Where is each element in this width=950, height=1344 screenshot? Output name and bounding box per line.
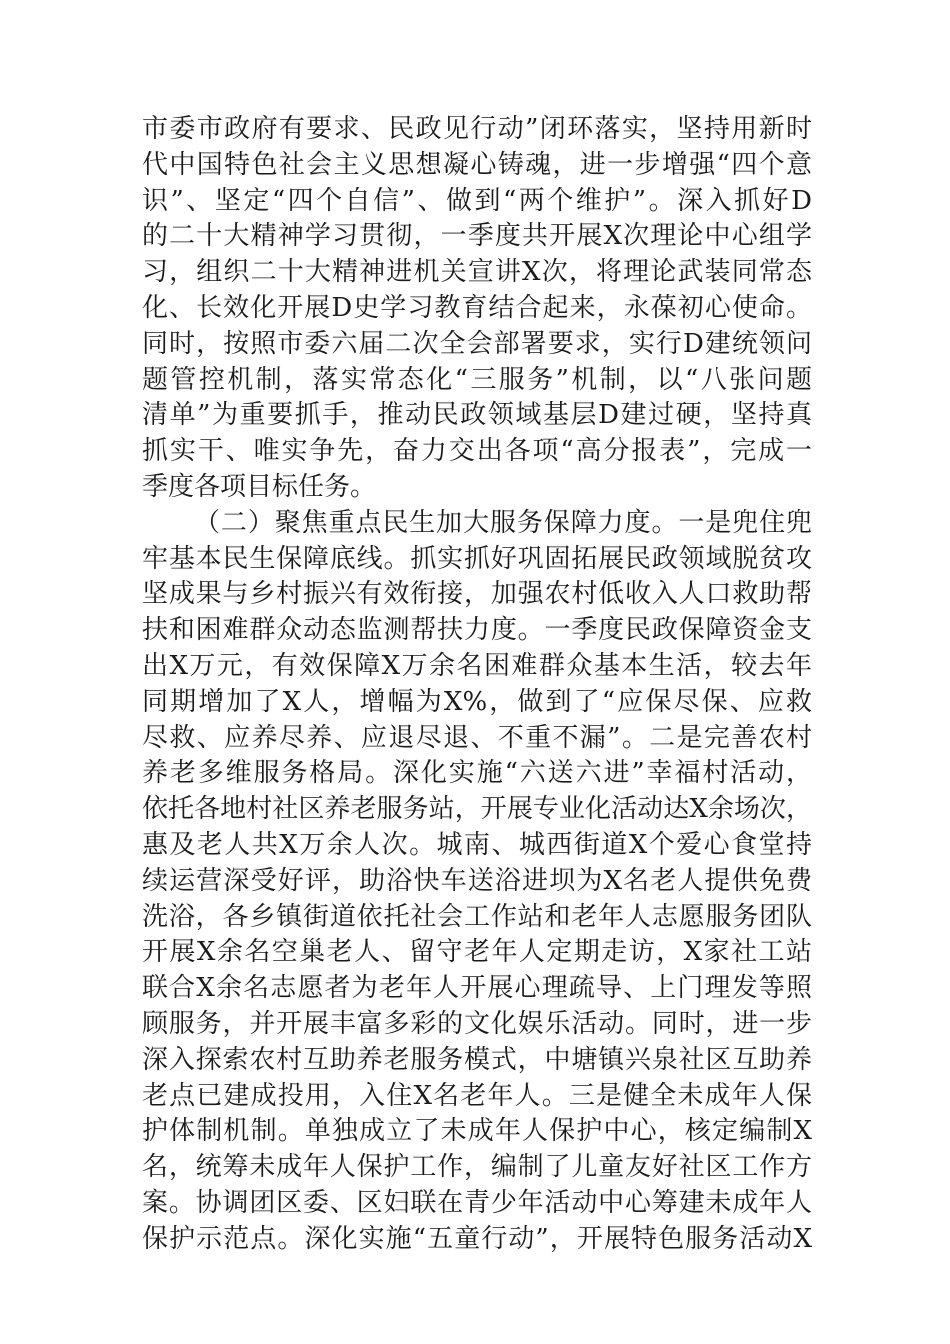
text-line: 题管控机制，落实常态化“三服务”机制，以“八张问题 — [142, 364, 812, 395]
text-line: 联合X余名志愿者为老年人开展心理疏导、上门理发等照 — [142, 973, 812, 1004]
text-line: 顾服务，并开展丰富多彩的文化娱乐活动。同时，进一步 — [142, 1008, 812, 1039]
text-line: 的二十大精神学习贯彻，一季度共开展X次理论中心组学 — [142, 221, 812, 252]
text-line: 扶和困难群众动态监测帮扶力度。一季度民政保障资金支 — [142, 615, 812, 646]
text-line: 同时，按照市委六届二次全会部署要求，实行D建统领问 — [142, 328, 812, 359]
text-line: 案。协调团区委、区妇联在青少年活动中心筹建未成年人 — [142, 1187, 812, 1218]
text-line: 同期增加了X人，增幅为X%，做到了“应保尽保、应救 — [142, 686, 812, 717]
text-line: 坚成果与乡村振兴有效衔接，加强农村低收入人口救助帮 — [142, 579, 812, 610]
text-line: 惠及老人共X万余人次。城南、城西街道X个爱心食堂持 — [142, 829, 812, 860]
text-line: 养老多维服务格局。深化实施“六送六进”幸福村活动， — [142, 758, 812, 789]
text-line: 尽救、应养尽养、应退尽退、不重不漏”。二是完善农村 — [142, 722, 812, 753]
text-line: 洗浴，各乡镇街道依托社会工作站和老年人志愿服务团队 — [142, 901, 812, 932]
text-line: 识”、坚定“四个自信”、做到“两个维护”。深入抓好D — [142, 185, 812, 216]
text-line: 依托各地村社区养老服务站，开展专业化活动达X余场次， — [142, 794, 812, 825]
text-line: 牢基本民生保障底线。抓实抓好巩固拓展民政领域脱贫攻 — [142, 543, 812, 574]
section-heading-line: （二）聚焦重点民生加大服务保障力度。一是兜住兜 — [194, 507, 812, 538]
text-line: 抓实干、唯实争先，奋力交出各项“高分报表”，完成一 — [142, 436, 812, 467]
text-line: 出X万元，有效保障X万余名困难群众基本生活，较去年 — [142, 650, 812, 681]
text-line: 保护示范点。深化实施“五童行动”，开展特色服务活动X — [142, 1223, 812, 1254]
text-line: 清单”为重要抓手，推动民政领域基层D建过硬，坚持真 — [142, 400, 812, 431]
text-line: 开展X余名空巢老人、留守老年人定期走访，X家社工站 — [142, 937, 812, 968]
text-line: 名，统筹未成年人保护工作，编制了儿童友好社区工作方 — [142, 1152, 812, 1183]
text-line: 深入探索农村互助养老服务模式，中塘镇兴泉社区互助养 — [142, 1044, 812, 1075]
text-line: 市委市政府有要求、民政见行动”闭环落实，坚持用新时 — [142, 114, 812, 144]
text-line: 习，组织二十大精神进机关宣讲X次，将理论武装同常态 — [142, 257, 812, 288]
text-line: 老点已建成投用，入住X名老年人。三是健全未成年人保 — [142, 1080, 812, 1111]
text-line: 护体制机制。单独成立了未成年人保护中心，核定编制X — [142, 1116, 812, 1147]
text-line: 续运营深受好评，助浴快车送浴进坝为X名老人提供免费 — [142, 865, 812, 896]
text-line: 化、长效化开展D史学习教育结合起来，永葆初心使命。 — [142, 292, 812, 323]
document-body — [142, 112, 812, 1258]
text-line: 代中国特色社会主义思想凝心铸魂，进一步增强“四个意 — [142, 149, 812, 180]
text-line: 季度各项目标任务。 — [142, 471, 377, 502]
